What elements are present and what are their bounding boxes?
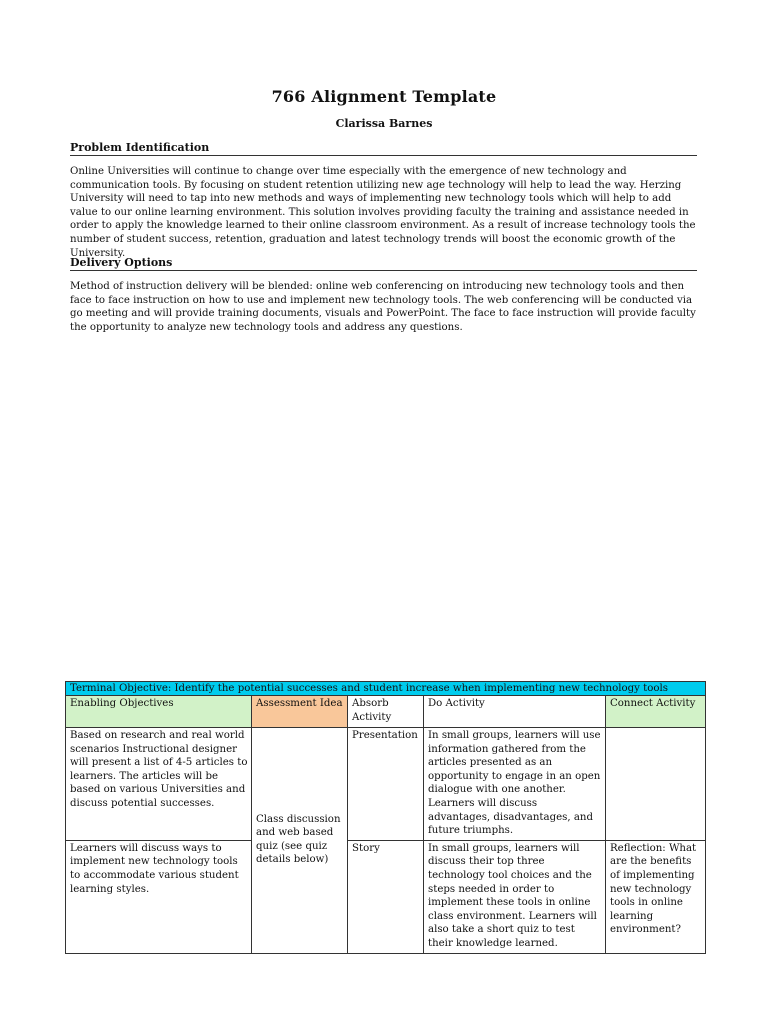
assessment-idea-cell: Class discussion and web based quiz (see quiz details below) (252, 728, 348, 954)
delivery-options-text: Method of instruction delivery will be blended: online web conferencing on introducing new technology tools and then face to face instruction on how to use and implement new technology tools. The web conferencing will be conducted via go meeting and will provide training documents, visuals and PowerPoint. The face to face instruction will provide faculty the opportunity to analyze new technology tools and address any questions. (70, 281, 696, 333)
terminal-objective-cell: Terminal Objective: Identify the potential successes and student increase when implementing new technology tools (66, 682, 706, 696)
header-absorb-activity: Absorb Activity (348, 696, 424, 728)
absorb-activity-cell: Presentation (348, 728, 424, 841)
enabling-objective-cell: Based on research and real world scenarios Instructional designer will present a list of 4-5 articles to learners. The articles will be based on various Universities and discuss potential successes. (66, 728, 252, 841)
table-row (66, 840, 706, 953)
connect-activity-cell (606, 728, 706, 841)
header-do-activity: Do Activity (424, 696, 606, 728)
problem-identification-text: Online Universities will continue to change over time especially with the emergence of new technology and communication tools. By focusing on student retention utilizing new age technology will help to lead the way. Herzing University will need to tap into new methods and ways of implementing new technology tools which will help to add value to our online learning environment. This solution involves providing faculty the training and assistance needed in order to apply the knowledge learned to their online classroom environment. As a result of increase technology tools the number of student success, retention, graduation and latest technology trends will boost the economic growth of the University. (70, 166, 696, 259)
absorb-activity-cell: Story (348, 840, 424, 953)
terminal-objective-row (66, 682, 706, 696)
enabling-objective-cell: Learners will discuss ways to implement new technology tools to accommodate various student learning styles. (66, 840, 252, 953)
delivery-options-heading: Delivery Options (70, 256, 697, 271)
delivery-options-section (70, 256, 697, 334)
do-activity-cell: In small groups, learners will use information gathered from the articles presented as an opportunity to engage in an open dialogue with one another. Learners will discuss advantages, disadvantages, and future triumphs. (424, 728, 606, 841)
table-header-row (66, 696, 706, 728)
document-title: 766 Alignment Template (271, 87, 497, 106)
do-activity-cell: In small groups, learners will discuss their top three technology tool choices and the steps needed in order to implement these tools in online class environment. Learners will also take a short quiz to test their knowledge learned. (424, 840, 606, 953)
header-assessment-idea: Assessment Idea (252, 696, 348, 728)
author-name: Clarissa Barnes (335, 117, 433, 130)
header-connect-activity: Connect Activity (606, 696, 706, 728)
problem-identification-section (70, 141, 697, 260)
header-enabling-objectives: Enabling Objectives (66, 696, 252, 728)
connect-activity-cell: Reflection: What are the benefits of implementing new technology tools in online learning environment? (606, 840, 706, 953)
alignment-table (65, 681, 706, 954)
problem-identification-heading: Problem Identification (70, 141, 697, 156)
table-row (66, 728, 706, 841)
